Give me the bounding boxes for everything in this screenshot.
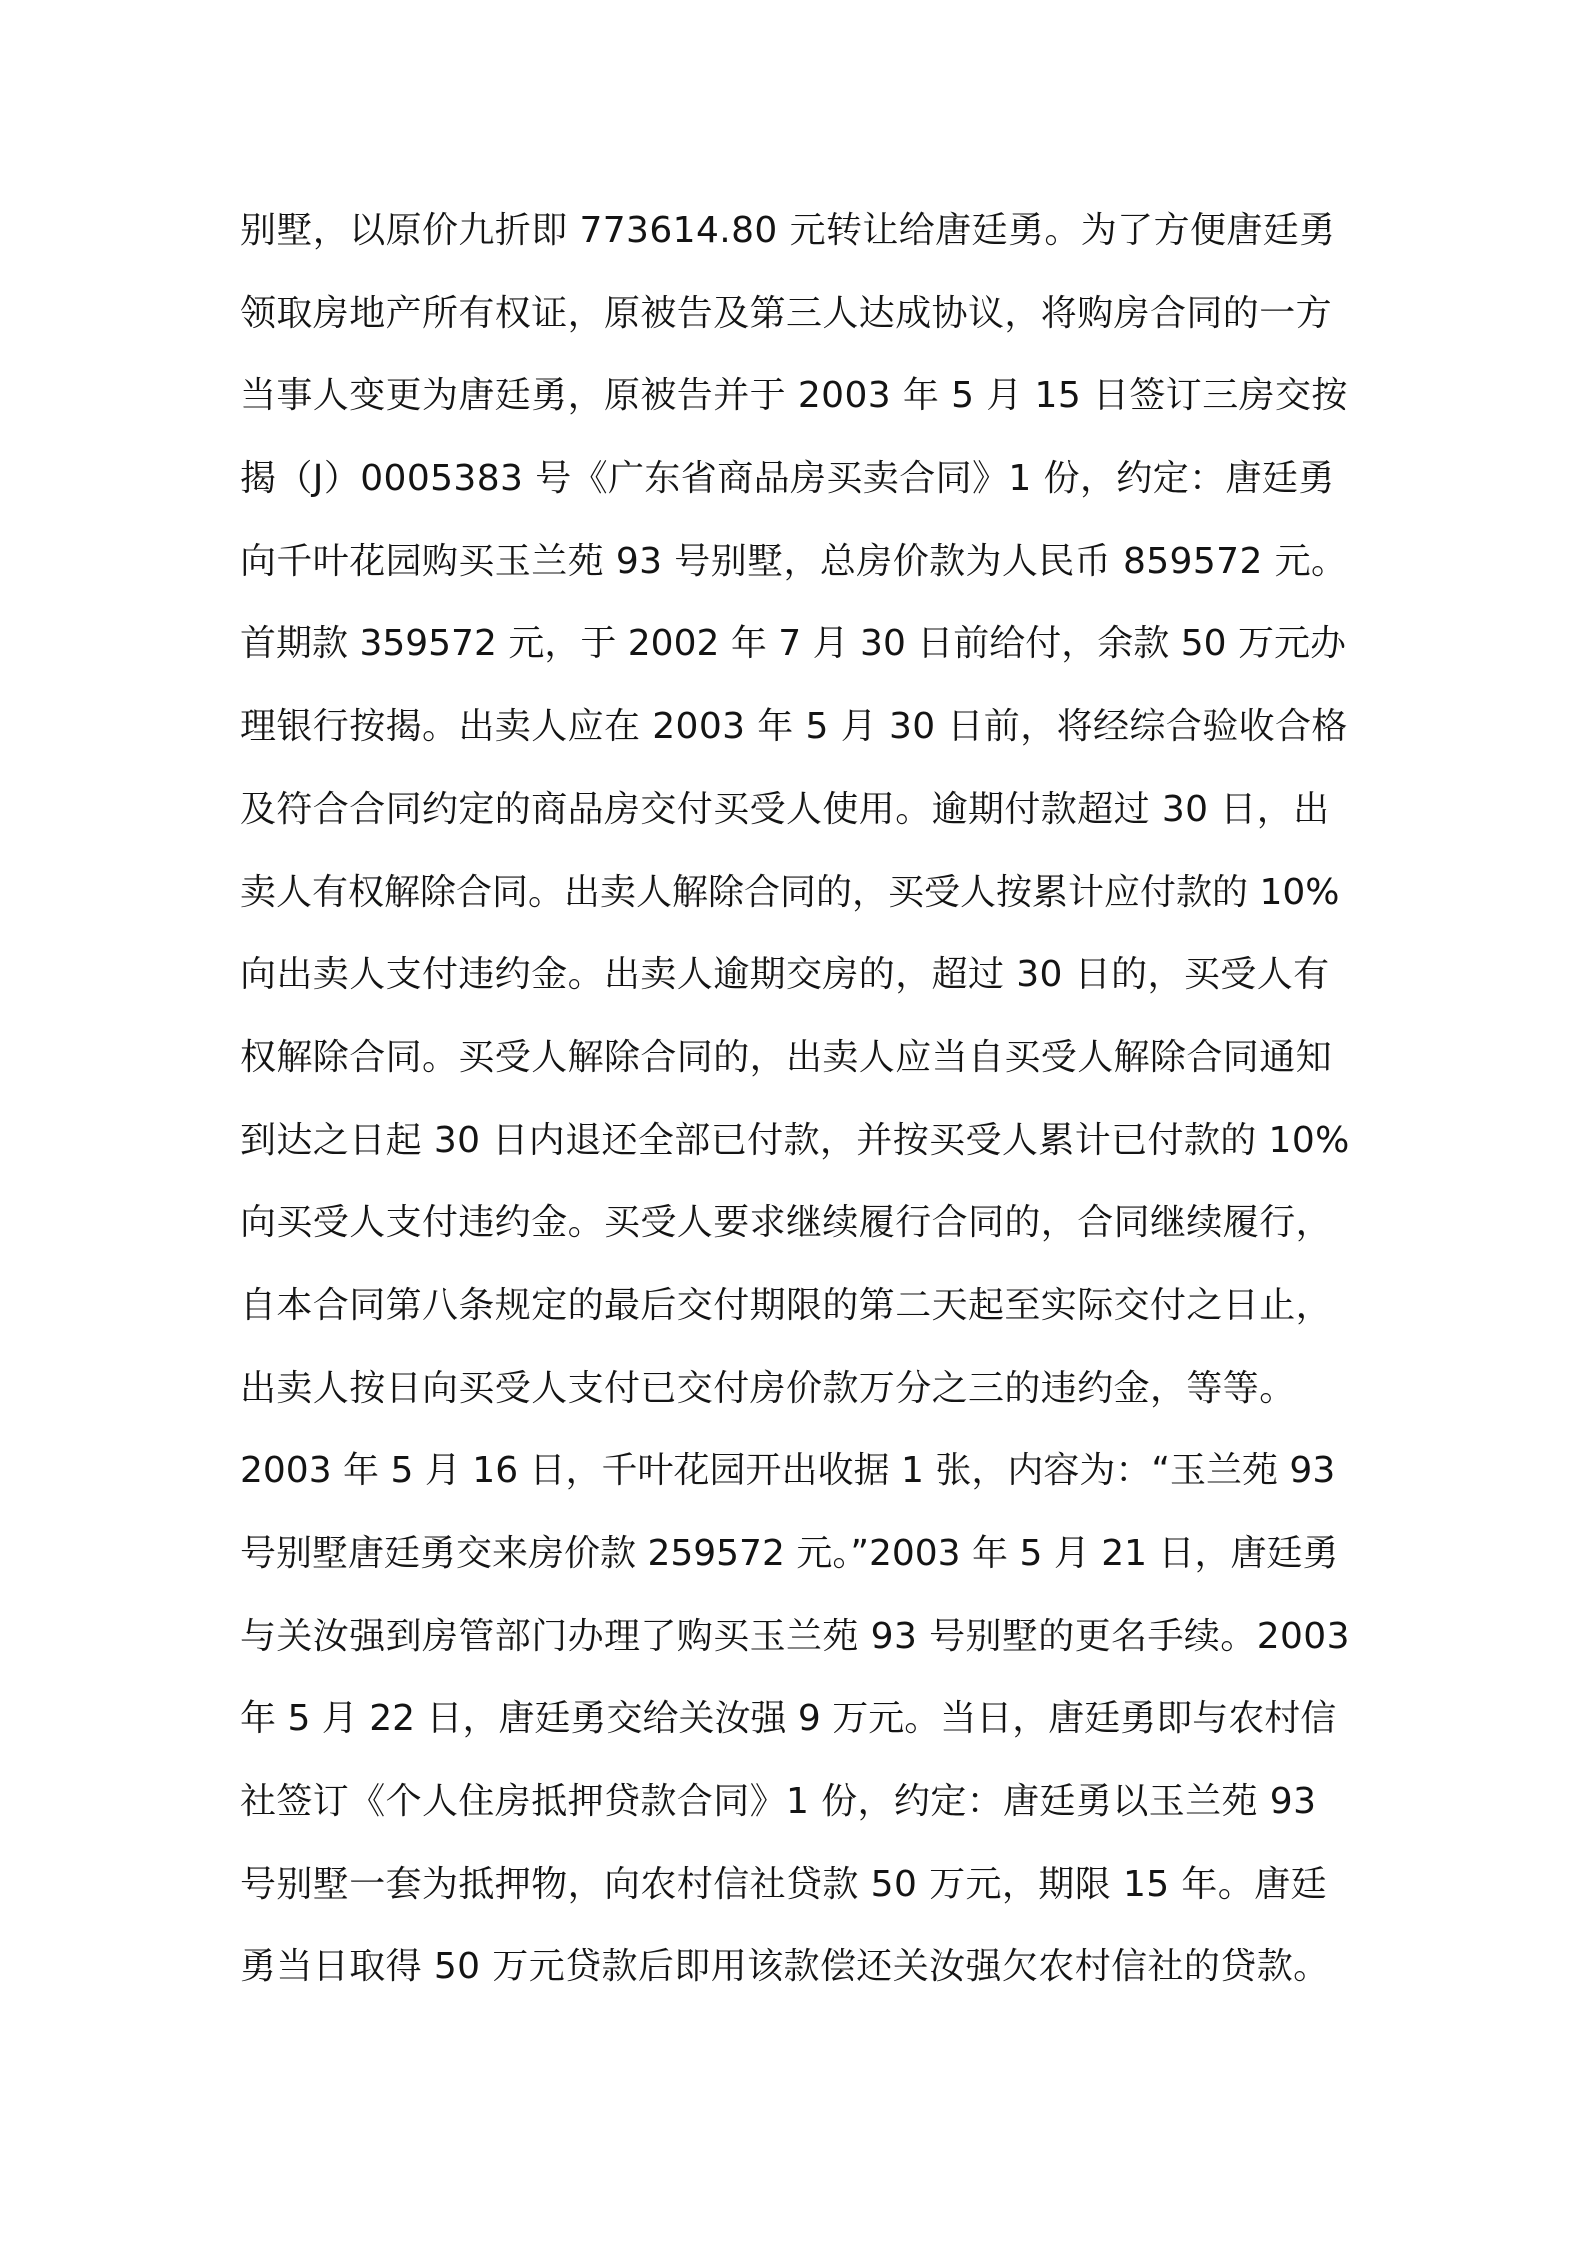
- text-line: 理银行按揭。出卖人应在 2003 年 5 月 30 日前，将经综合验收合格: [240, 706, 1348, 748]
- text-line: 勇当日取得 50 万元贷款后即用该款偿还关汝强欠农村信社的贷款。: [240, 1946, 1330, 1988]
- text-line: 与关汝强到房管部门办理了购买玉兰苑 93 号别墅的更名手续。2003: [240, 1615, 1350, 1657]
- text-line: 号别墅唐廷勇交来房价款 259572 元。”2003 年 5 月 21 日，唐廷勇: [240, 1533, 1339, 1574]
- text-line: 揭（J）0005383 号《广东省商品房买卖合同》1 份，约定：唐廷勇: [240, 458, 1335, 500]
- text-line: 向买受人支付违约金。买受人要求继续履行合同的，合同继续履行，: [240, 1202, 1333, 1244]
- text-line: 权解除合同。买受人解除合同的，出卖人应当自买受人解除合同通知: [240, 1036, 1333, 1078]
- text-line: 别墅，以原价九折即 773614.80 元转让给唐廷勇。为了方便唐廷勇: [240, 210, 1336, 251]
- text-line: 领取房地产所有权证，原被告及第三人达成协议，将购房合同的一方: [240, 292, 1333, 334]
- text-line: 向出卖人支付违约金。出卖人逾期交房的，超过 30 日的，买受人有: [240, 954, 1330, 996]
- text-line: 出卖人按日向买受人支付已交付房价款万分之三的违约金，等等。: [240, 1367, 1296, 1409]
- text-line: 卖人有权解除合同。出卖人解除合同的，买受人按累计应付款的 10%: [240, 871, 1340, 913]
- text-line: 向千叶花园购买玉兰苑 93 号别墅，总房价款为人民币 859572 元。: [240, 540, 1348, 582]
- text-line: 社签订《个人住房抵押贷款合同》1 份，约定：唐廷勇以玉兰苑 93: [240, 1781, 1317, 1823]
- text-line: 到达之日起 30 日内退还全部已付款，并按买受人累计已付款的 10%: [240, 1119, 1350, 1161]
- text-line: 首期款 359572 元，于 2002 年 7 月 30 日前给付，余款 50 万元办: [240, 623, 1346, 665]
- text-line: 2003 年 5 月 16 日，千叶花园开出收据 1 张，内容为：“玉兰苑 93: [240, 1450, 1336, 1492]
- text-line: 号别墅一套为抵押物，向农村信社贷款 50 万元，期限 15 年。唐廷: [240, 1863, 1327, 1905]
- text-line: 年 5 月 22 日，唐廷勇交给关汝强 9 万元。当日，唐廷勇即与农村信: [240, 1698, 1337, 1740]
- body-text: [240, 200, 1350, 2019]
- text-line: 当事人变更为唐廷勇，原被告并于 2003 年 5 月 15 日签订三房交按: [240, 375, 1348, 417]
- text-line: 自本合同第八条规定的最后交付期限的第二天起至实际交付之日止，: [240, 1284, 1333, 1326]
- text-line: 及符合合同约定的商品房交付买受人使用。逾期付款超过 30 日，出: [240, 788, 1330, 830]
